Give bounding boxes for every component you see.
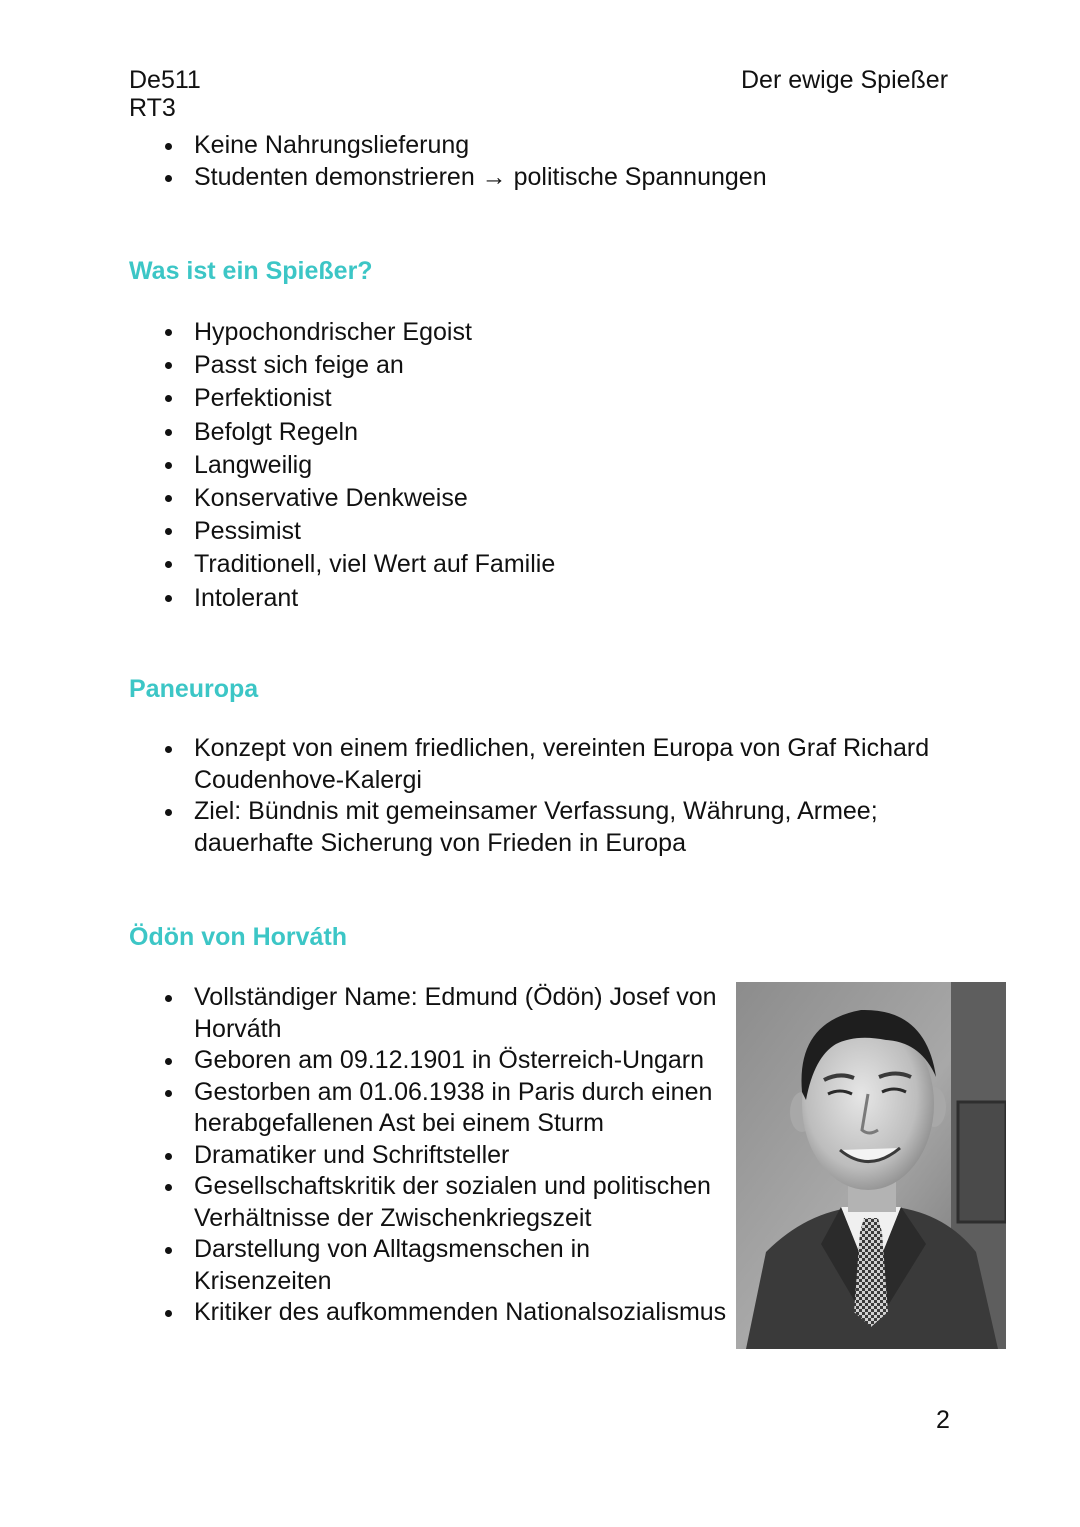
list-item: Darstellung von Alltagsmenschen in Krisenzeiten bbox=[129, 1234, 729, 1297]
list-item: Gesellschaftskritik der sozialen und politischen Verhältnisse der Zwischenkriegszeit bbox=[129, 1171, 729, 1234]
list-item: Gestorben am 01.06.1938 in Paris durch einen herabgefallenen Ast bei einem Sturm bbox=[129, 1077, 729, 1140]
document-title: Der ewige Spießer bbox=[741, 66, 949, 94]
list-item: Konservative Denkweise bbox=[129, 482, 949, 515]
portrait-photo bbox=[736, 982, 1006, 1349]
spiesser-bullet-list bbox=[129, 316, 949, 615]
list-item: Konzept von einem friedlichen, vereinten Europa von Graf Richard Coudenhove-Kalergi bbox=[129, 733, 959, 796]
list-item: Kritiker des aufkommenden Nationalsozialismus bbox=[129, 1297, 729, 1329]
page-number: 2 bbox=[936, 1406, 950, 1434]
list-item: Ziel: Bündnis mit gemeinsamer Verfassung, Währung, Armee; dauerhafte Sicherung von Frieden in Europa bbox=[129, 796, 959, 859]
intro-bullet-list bbox=[129, 130, 949, 193]
list-item: Vollständiger Name: Edmund (Ödön) Josef von Horváth bbox=[129, 982, 729, 1045]
horvath-bullet-list bbox=[129, 982, 729, 1329]
section-heading-horvath: Ödön von Horváth bbox=[129, 923, 348, 951]
list-item: Geboren am 09.12.1901 in Österreich-Ungarn bbox=[129, 1045, 729, 1077]
list-item: Langweilig bbox=[129, 449, 949, 482]
list-item: Perfektionist bbox=[129, 382, 949, 415]
list-item: Studenten demonstrieren → politische Spannungen bbox=[129, 162, 949, 194]
section-heading-spiesser: Was ist ein Spießer? bbox=[129, 257, 373, 285]
section-heading-paneuropa: Paneuropa bbox=[129, 675, 259, 703]
list-item: Hypochondrischer Egoist bbox=[129, 316, 949, 349]
class-code: RT3 bbox=[129, 94, 176, 122]
paneuropa-bullet-list bbox=[129, 733, 959, 859]
list-item: Pessimist bbox=[129, 515, 949, 548]
list-item: Befolgt Regeln bbox=[129, 416, 949, 449]
list-item: Keine Nahrungslieferung bbox=[129, 130, 949, 162]
list-item: Intolerant bbox=[129, 582, 949, 615]
course-code: De511 bbox=[129, 66, 201, 94]
list-item: Passt sich feige an bbox=[129, 349, 949, 382]
list-item: Dramatiker und Schriftsteller bbox=[129, 1140, 729, 1172]
list-item: Traditionell, viel Wert auf Familie bbox=[129, 548, 949, 581]
